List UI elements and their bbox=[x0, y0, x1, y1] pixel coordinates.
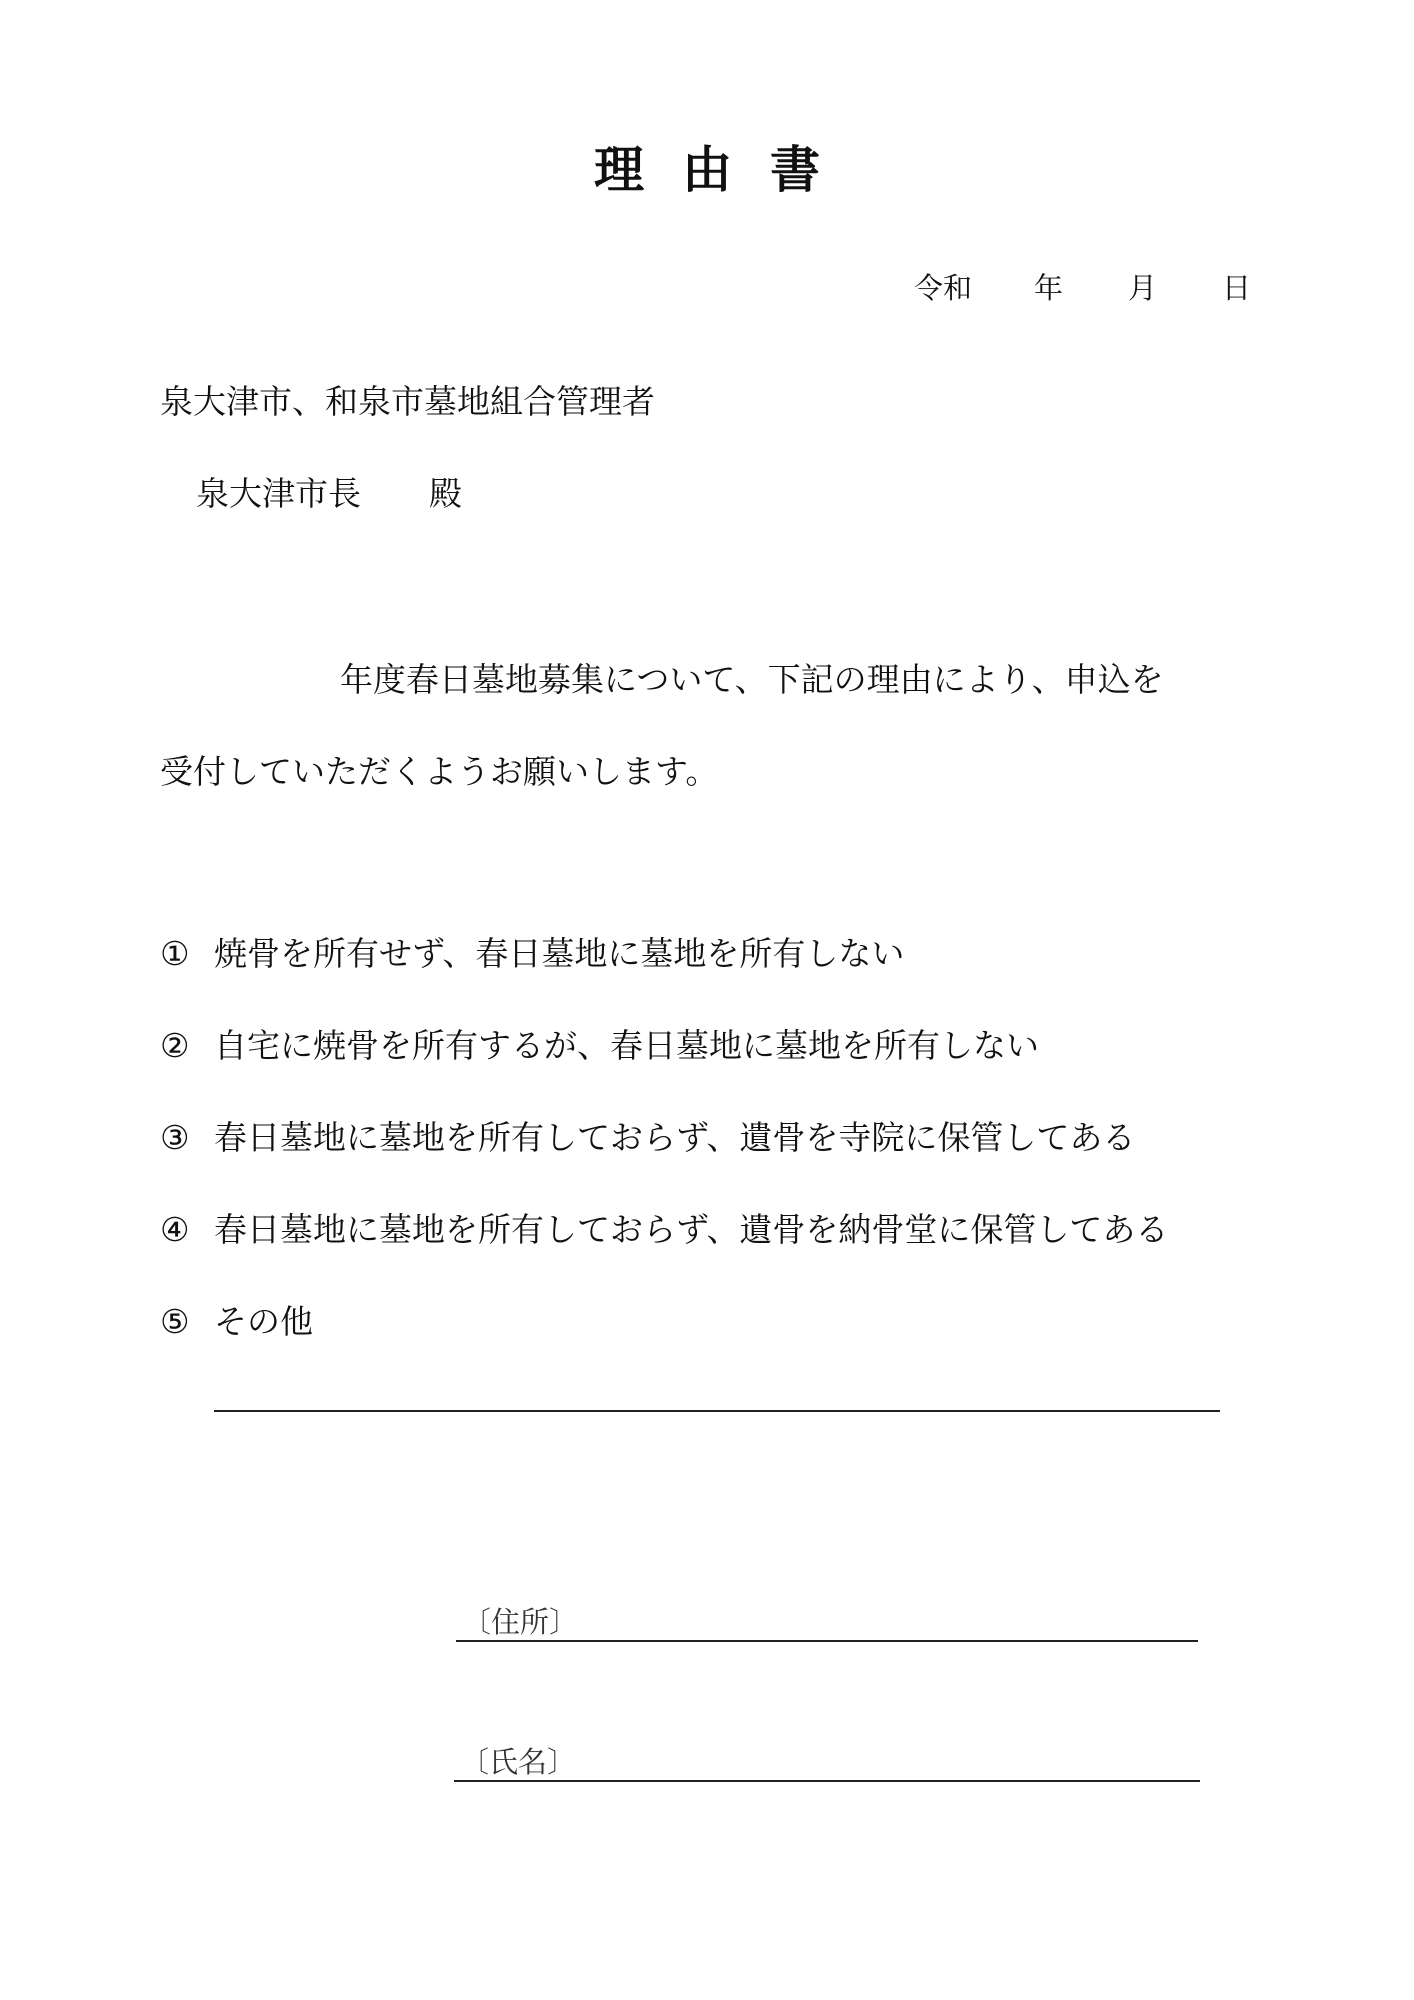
reason-text: 春日墓地に墓地を所有しておらず、遺骨を寺院に保管してある bbox=[214, 1118, 1136, 1157]
reason-item bbox=[160, 930, 1168, 1022]
body-text-line-1: 年度春日墓地募集について、下記の理由により、申込を bbox=[340, 660, 1164, 699]
address-underline bbox=[456, 1640, 1198, 1642]
reason-number: ② bbox=[160, 1026, 190, 1065]
addressee: 泉大津市、和泉市墓地組合管理者 bbox=[160, 382, 655, 421]
honorific: 殿 bbox=[429, 474, 462, 513]
reason-text: 春日墓地に墓地を所有しておらず、遺骨を納骨堂に保管してある bbox=[214, 1210, 1169, 1249]
document-title: 理由書 bbox=[594, 141, 858, 199]
address-label: 〔住所〕 bbox=[462, 1605, 579, 1639]
reason-item bbox=[160, 1114, 1168, 1206]
name-label: 〔氏名〕 bbox=[460, 1745, 577, 1779]
address-field[interactable] bbox=[456, 1602, 1198, 1642]
reason-text: その他 bbox=[214, 1302, 313, 1341]
other-reason-blank-line[interactable] bbox=[214, 1410, 1220, 1412]
date-day-label: 日 bbox=[1222, 271, 1252, 305]
date-row bbox=[914, 268, 1254, 308]
reason-number: ① bbox=[160, 934, 190, 973]
reason-item bbox=[160, 1298, 1168, 1390]
reason-number: ④ bbox=[160, 1210, 190, 1249]
reason-number: ③ bbox=[160, 1118, 190, 1157]
reason-item bbox=[160, 1206, 1168, 1298]
mayor-title: 泉大津市長 bbox=[196, 474, 361, 513]
mayor-line bbox=[196, 470, 462, 518]
name-field[interactable] bbox=[454, 1742, 1200, 1782]
date-month-label: 月 bbox=[1128, 271, 1158, 305]
reason-list bbox=[160, 930, 1168, 1390]
reason-text: 焼骨を所有せず、春日墓地に墓地を所有しない bbox=[214, 934, 905, 973]
date-year-label: 年 bbox=[1034, 271, 1064, 305]
date-era: 令和 bbox=[914, 271, 973, 305]
reason-number: ⑤ bbox=[160, 1302, 190, 1341]
reason-text: 自宅に焼骨を所有するが、春日墓地に墓地を所有しない bbox=[214, 1026, 1039, 1065]
body-text-line-2: 受付していただくようお願いします。 bbox=[160, 752, 719, 791]
reason-item bbox=[160, 1022, 1168, 1114]
name-underline bbox=[454, 1780, 1200, 1782]
